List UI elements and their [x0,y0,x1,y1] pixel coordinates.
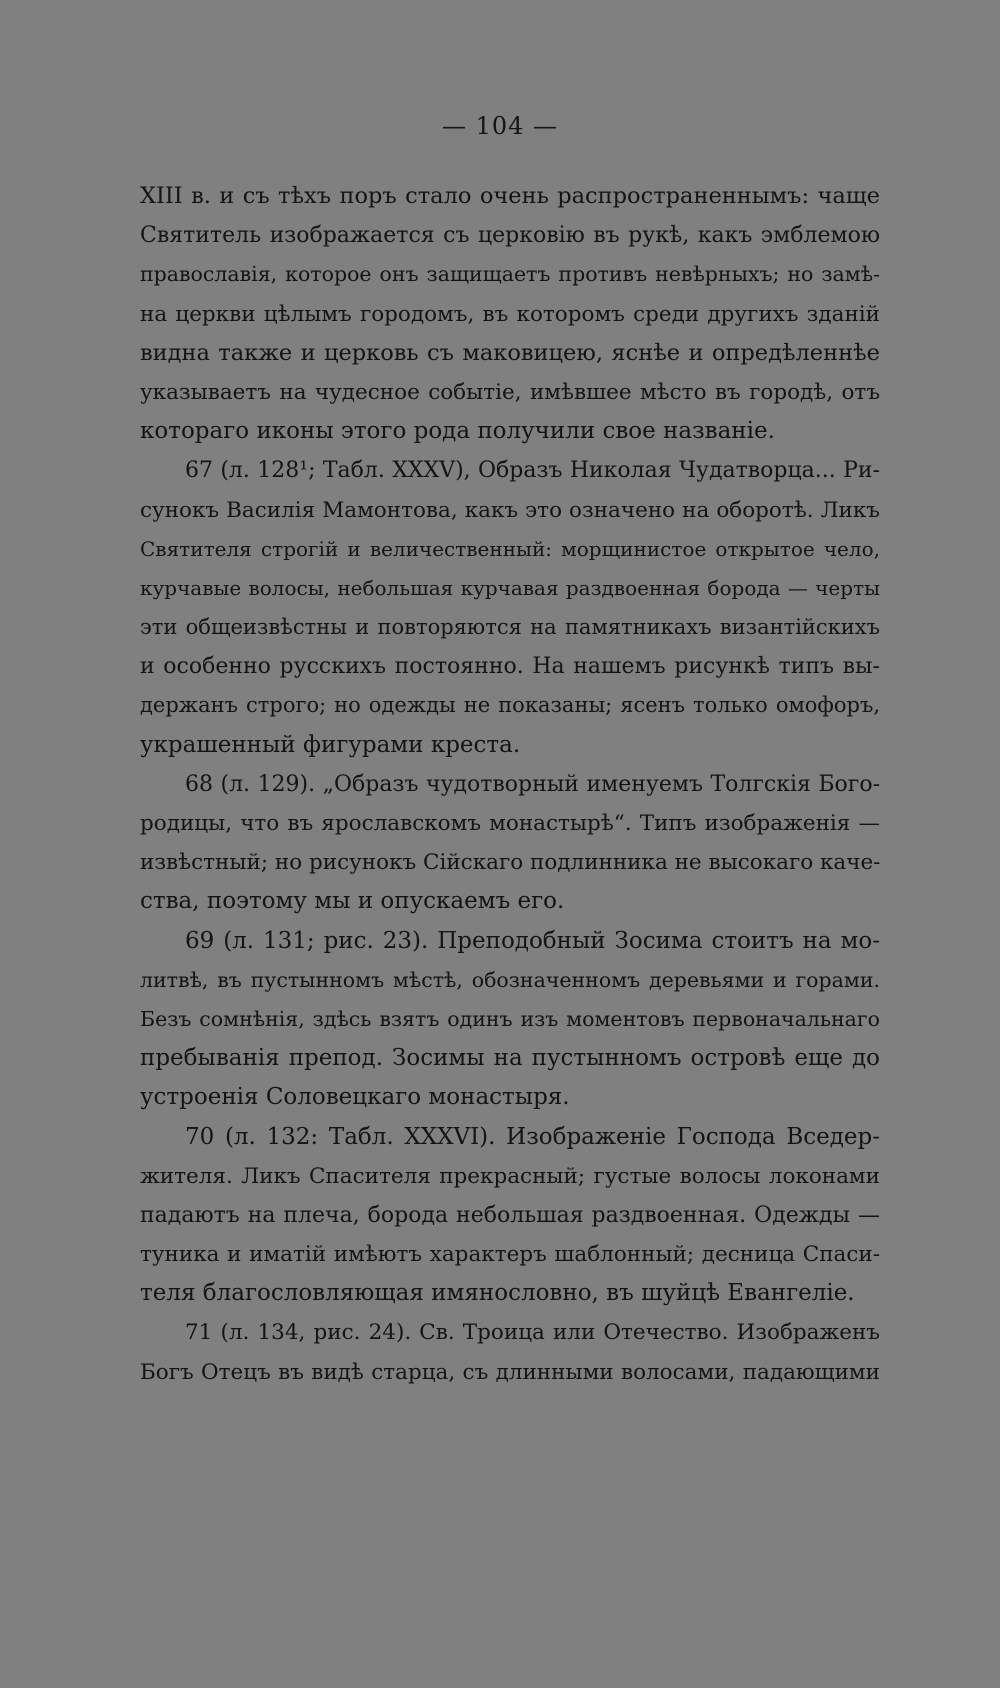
text-line: литвѣ, въ пустынномъ мѣстѣ, обозначенномъ деревьями и горами. [140,967,880,992]
text-line: указываетъ на чудесное событіе, имѣвшее мѣсто въ городѣ, отъ [140,379,880,405]
text-line: жителя. Ликъ Спасителя прекрасный; густые волосы локонами [140,1163,880,1189]
text-line: 67 (л. 128¹; Табл. XXXV), Образъ Николая Чудатворца... Ри- [185,458,880,484]
text-line: пребыванія препод. Зосимы на пустынномъ островѣ еще до [140,1045,880,1072]
text-line: Святителя строгій и величественный: морщинистое открытое чело, [140,536,880,561]
text-line: держанъ строго; но одежды не показаны; ясенъ только омофоръ, [140,693,880,718]
text-line: устроенія Соловецкаго монастыря. [140,1084,570,1111]
text-line: сунокъ Василія Мамонтова, какъ это означено на оборотѣ. Ликъ [140,497,880,523]
text-line: теля благословляющая имянословно, въ шуйцѣ Евангеліе. [140,1280,855,1307]
text-line: православія, которое онъ защищаетъ противъ невѣрныхъ; но замѣ- [140,262,880,287]
text-line: Святитель изображается съ церковію въ рукѣ, какъ эмблемою [140,223,880,249]
page-number: — 104 — [441,112,559,140]
text-line: родицы, что въ ярославскомъ монастырѣ“. Типъ изображенія — [140,811,880,836]
text-line: 70 (л. 132: Табл. XXXVI). Изображеніе Господа Вседер- [185,1123,880,1150]
text-line: на церкви цѣлымъ городомъ, въ которомъ среди другихъ зданій [140,301,880,327]
text-line: эти общеизвѣстны и повторяются на памятникахъ византійскихъ [140,615,880,640]
text-line: видна также и церковь съ маковицею, яснѣе и опредѣленнѣе [140,339,880,366]
body-text [140,177,880,1392]
text-line: XIII в. и съ тѣхъ поръ стало очень распространеннымъ: чаще [140,183,880,209]
text-line: котораго иконы этого рода получили свое названіе. [140,418,775,445]
text-line: Богъ Отецъ въ видѣ старца, съ длинными волосами, падающими [140,1359,880,1385]
text-line: украшенный фигурами креста. [140,731,521,758]
text-line: курчавые волосы, небольшая курчавая раздвоенная борода — черты [140,575,880,600]
text-line: 68 (л. 129). „Образъ чудотворный именуемъ Толгскія Бого- [185,771,880,797]
text-line: извѣстный; но рисунокъ Сійскаго подлинника не высокаго каче- [140,850,880,876]
text-line: ства, поэтому мы и опускаемъ его. [140,888,565,915]
text-line: туника и иматій имѣютъ характеръ шаблонный; десница Спаси- [140,1242,880,1268]
text-line: 69 (л. 131; рис. 23). Преподобный Зосима стоитъ на мо- [185,927,880,954]
text-line: Безъ сомнѣнія, здѣсь взятъ одинъ изъ моментовъ первоначальнаго [140,1006,880,1031]
text-line: падаютъ на плеча, борода небольшая раздвоенная. Одежды — [140,1202,880,1228]
text-line: 71 (л. 134, рис. 24). Св. Троица или Отечество. Изображенъ [185,1320,880,1346]
text-line: и особенно русскихъ постоянно. На нашемъ рисункѣ типъ вы- [140,654,880,680]
